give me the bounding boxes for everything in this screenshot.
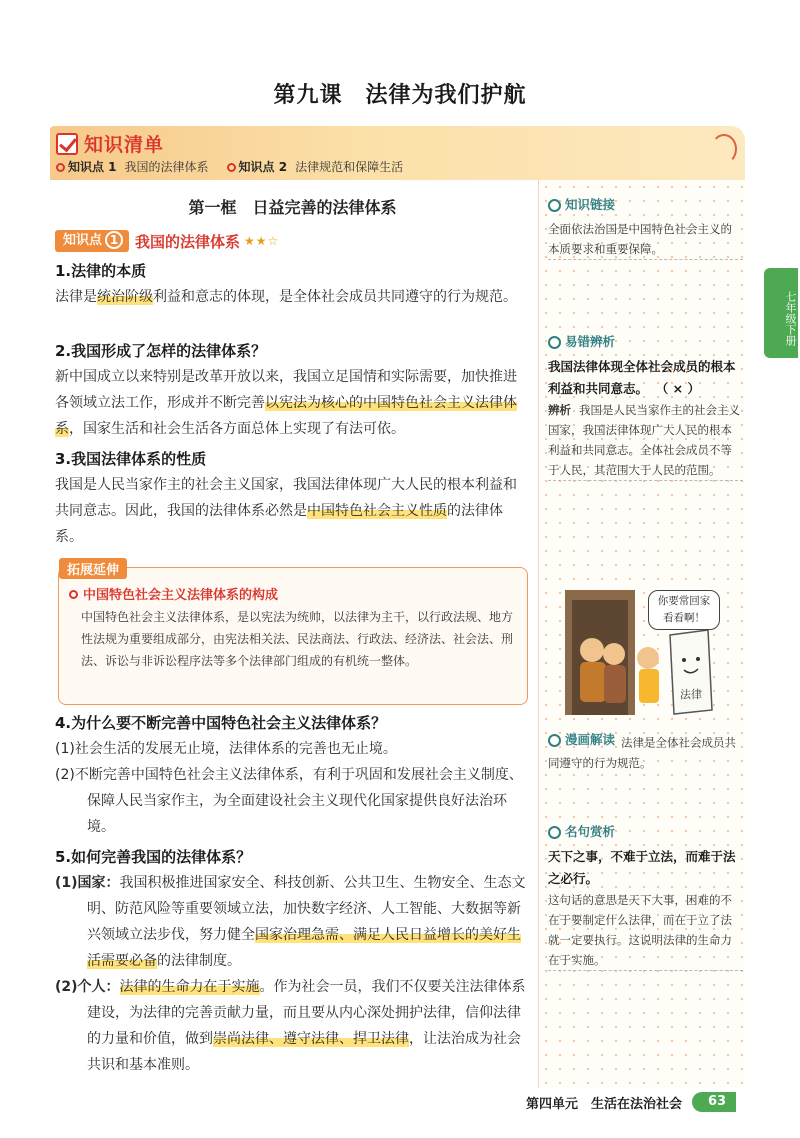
question-body: 我国是人民当家作主的社会主义国家，我国法律体现广大人民的根本利益和共同意志。因此，我国的法律体系必然是中国特色社会主义性质的法律体系。 bbox=[55, 477, 517, 545]
bullet-icon bbox=[56, 163, 65, 172]
book-icon bbox=[548, 826, 561, 839]
speech-bubble: 你要常回家 看看啊！ bbox=[648, 590, 720, 630]
quote-appreciation-block bbox=[548, 822, 743, 971]
knowledge-link-heading: 知识链接 bbox=[548, 195, 743, 215]
bullet-icon bbox=[69, 590, 78, 599]
question-4 bbox=[55, 710, 530, 840]
section-title: 第一框 日益完善的法律体系 bbox=[188, 198, 397, 217]
swirl-decoration-icon bbox=[711, 134, 737, 164]
grandpa-body bbox=[580, 662, 606, 702]
extension-body: 中国特色社会主义法律体系，是以宪法为统帅，以法律为主干，以行政法规、地方性法规为重要组成部分，由宪法相关法、民法商法、行政法、经济法、社会法、刑法、诉讼与非诉讼程序法等多个法律部门组成的有机统一整体。 bbox=[81, 610, 514, 668]
link-icon bbox=[548, 199, 561, 212]
list-item: (1)国家：我国积极推进国家安全、科技创新、公共卫生、生物安全、生态文明、防范风险等重要领域立法，加快数字经济、人工智能、大数据等新兴领域立法步伐，努力健全国家治理急需、满足人民日益增长的美好生活需要必备的法律制度。 bbox=[55, 875, 526, 969]
star-rating-icon: ★★☆ bbox=[244, 234, 280, 248]
page-number: 63 bbox=[692, 1092, 736, 1112]
knowledge-link-block bbox=[548, 195, 743, 260]
knowledge-point-tag: 知识点 1 bbox=[55, 230, 129, 252]
question-heading: 4.为什么要不断完善中国特色社会主义法律体系？ bbox=[55, 714, 387, 732]
page-footer bbox=[526, 1092, 736, 1112]
error-analysis-block bbox=[548, 332, 743, 481]
error-analysis-heading: 易错辨析 bbox=[548, 332, 743, 352]
comic-reading-block bbox=[548, 730, 743, 773]
grandma-body bbox=[604, 665, 626, 703]
child-body bbox=[639, 669, 659, 703]
extension-box bbox=[58, 563, 528, 705]
extension-tag: 拓展延伸 bbox=[59, 558, 127, 579]
child-head bbox=[637, 647, 659, 669]
question-heading: 5.如何完善我国的法律体系？ bbox=[55, 848, 252, 866]
list-item: (2)不断完善中国特色社会主义法律体系，有利于巩固和发展社会主义制度、保障人民当家作主，为全面建设社会主义现代化国家提供良好法治环境。 bbox=[55, 767, 523, 835]
grandma-head bbox=[603, 643, 625, 665]
knowledge-point-title: 我国的法律体系 bbox=[135, 232, 241, 251]
banner-point-1: 知识点 1 我国的法律体系 bbox=[56, 158, 209, 175]
quote-statement: 天下之事，不难于立法，而难于法之必行。 bbox=[548, 849, 736, 886]
bullet-icon bbox=[227, 163, 236, 172]
question-body: 法律是统治阶级利益和意志的体现，是全体社会成员共同遵守的行为规范。 bbox=[55, 289, 517, 305]
list-item: (1)社会生活的发展无止境，法律体系的完善也无止境。 bbox=[55, 741, 397, 757]
scroll-label: 法律 bbox=[680, 689, 702, 701]
question-1 bbox=[55, 258, 530, 310]
question-heading: 2.我国形成了怎样的法律体系？ bbox=[55, 342, 267, 360]
knowledge-point-header bbox=[55, 230, 279, 252]
question-heading: 3.我国法律体系的性质 bbox=[55, 450, 207, 468]
knowledge-link-body: 全面依法治国是中国特色社会主义的本质要求和重要保障。 bbox=[548, 219, 743, 260]
grandpa-head bbox=[580, 638, 604, 662]
checkbox-icon bbox=[56, 133, 78, 155]
list-item: (2)个人：法律的生命力在于实施。作为社会一员，我们不仅要关注法律体系建设，为法律的完善贡献力量，而且要从内心深处拥护法律，信仰法律的力量和价值，做到崇尚法律、遵守法律、捍卫法律，让法治成为社会共识和基本准则。 bbox=[55, 979, 526, 1073]
magnifier-icon bbox=[548, 336, 561, 349]
quote-explanation: 这句话的意思是天下大事，困难的不在于要制定什么法律，而在于立了法就一定要执行。这说明法律的生命力在于实施。 bbox=[548, 890, 743, 971]
page-title: 第九课 法律为我们护航 bbox=[273, 83, 527, 108]
error-explanation: 辨析 我国是人民当家作主的社会主义国家，我国法律体现广大人民的根本利益和共同意志。全体社会成员不等于人民，其范围大于人民的范围。 bbox=[548, 400, 743, 481]
extension-subtitle: 中国特色社会主义法律体系的构成 bbox=[69, 584, 278, 603]
comic-icon bbox=[548, 734, 561, 747]
knowledge-banner bbox=[50, 126, 745, 180]
quote-appreciation-heading: 名句赏析 bbox=[548, 822, 743, 842]
question-body: 新中国成立以来特别是改革开放以来，我国立足国情和实际需要，加快推进各领域立法工作，形成并不断完善以宪法为核心的中国特色社会主义法律体系，国家生活和社会生活各方面总体上实现了有法可依。 bbox=[55, 369, 517, 437]
comic-reading-body: 漫画解读 法律是全体社会成员共同遵守的行为规范。 bbox=[548, 732, 737, 770]
question-3 bbox=[55, 446, 530, 550]
unit-label: 第四单元 生活在法治社会 bbox=[526, 1096, 683, 1112]
question-heading: 1.法律的本质 bbox=[55, 262, 147, 280]
question-5 bbox=[55, 844, 530, 1078]
comic-reading-heading: 漫画解读 bbox=[548, 730, 615, 750]
question-2 bbox=[55, 338, 530, 442]
error-statement: 我国法律体现全体社会成员的根本利益和共同意志。 （ × ） bbox=[548, 359, 736, 396]
banner-point-2: 知识点 2 法律规范和保障生活 bbox=[227, 158, 404, 175]
banner-title: 知识清单 bbox=[84, 134, 165, 156]
grade-tab: 七年级下册 bbox=[764, 268, 798, 358]
